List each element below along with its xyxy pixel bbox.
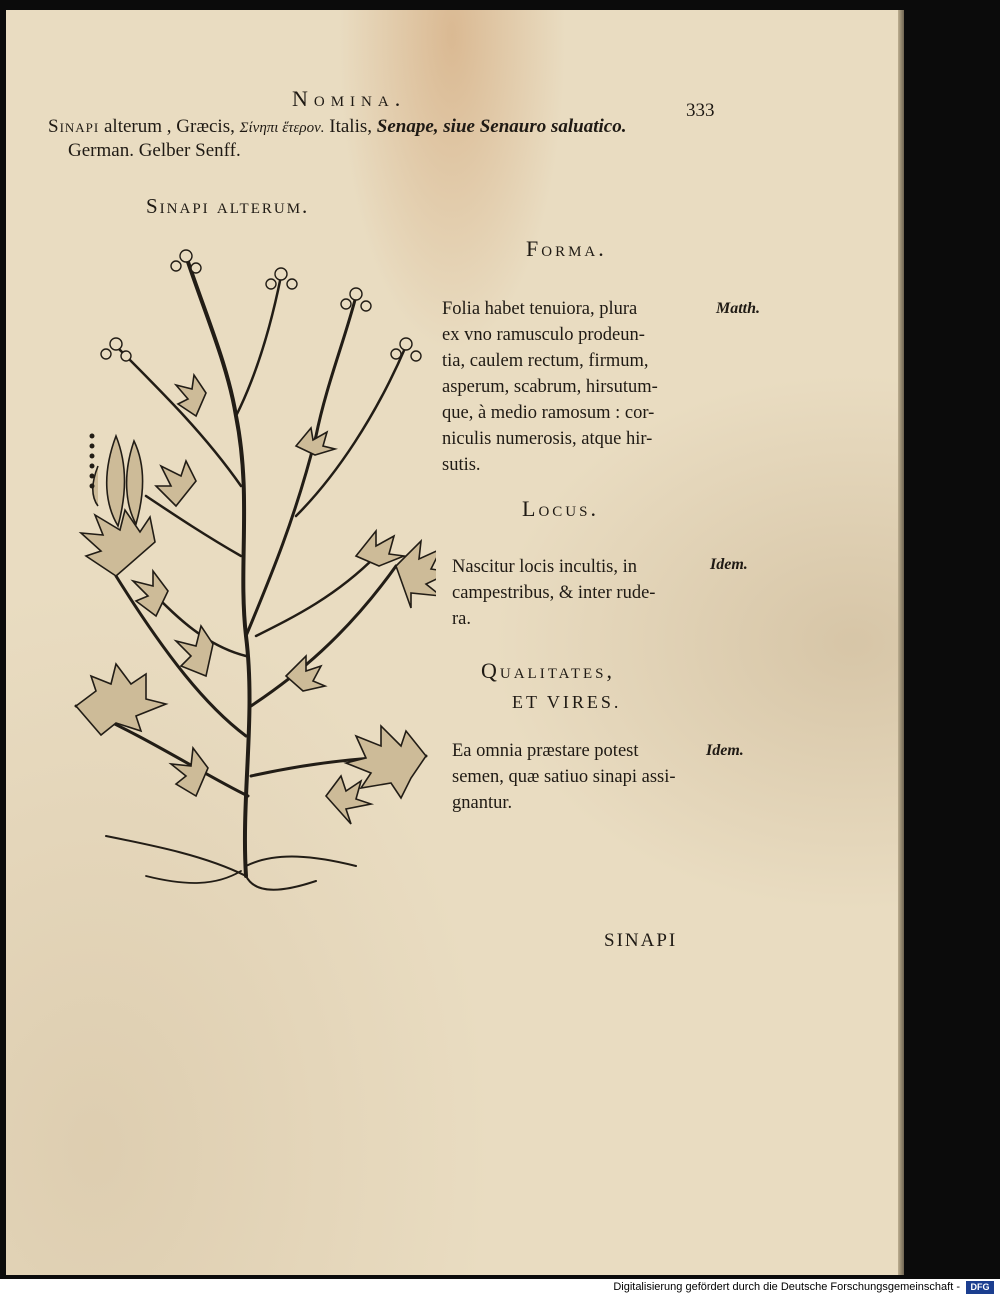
qualitates-subheading: ET VIRES. bbox=[512, 692, 622, 712]
text-line: gnantur. bbox=[452, 793, 513, 813]
text-line: niculis numerosis, atque hir- bbox=[442, 429, 653, 449]
forma-heading: Forma. bbox=[526, 236, 607, 261]
nomina-italis: Italis, bbox=[324, 116, 377, 137]
locus-margin-note: Idem. bbox=[710, 556, 748, 573]
qualitates-margin-note: Idem. bbox=[706, 742, 744, 759]
nomina-line-2: German. Gelber Senff. bbox=[68, 140, 241, 161]
locus-heading: Locus. bbox=[522, 496, 599, 521]
nomina-greek: Σίνηπι ἕτερον. bbox=[239, 120, 325, 136]
text-line: sutis. bbox=[442, 455, 481, 475]
page-edge bbox=[898, 10, 904, 1275]
nomina-italian-names: Senape, siue Senauro saluatico. bbox=[376, 116, 627, 137]
text-line: campestribus, & inter rude- bbox=[452, 583, 656, 603]
qualitates-text bbox=[452, 738, 676, 816]
plant-caption: Sinapi alterum. bbox=[146, 194, 310, 218]
plant-woodcut-illustration bbox=[56, 236, 436, 896]
dfg-logo: DFG bbox=[966, 1281, 994, 1294]
qualitates-heading: Qualitates, bbox=[481, 658, 616, 683]
text-line: que, à medio ramosum : cor- bbox=[442, 403, 655, 423]
running-head: Nomina. bbox=[292, 86, 407, 111]
forma-text bbox=[442, 296, 658, 478]
text-line: Ea omnia præstare potest bbox=[452, 741, 639, 761]
funding-notice: Digitalisierung gefördert durch die Deutsche Forschungsgemeinschaft - bbox=[613, 1281, 960, 1293]
catchword: SINAPI bbox=[604, 930, 678, 951]
forma-margin-note: Matth. bbox=[716, 300, 761, 317]
book-page bbox=[6, 10, 898, 1275]
text-line: Nascitur locis incultis, in bbox=[452, 557, 637, 577]
text-line: tia, caulem rectum, firmum, bbox=[442, 351, 649, 371]
text-line: semen, quæ satiuo sinapi assi- bbox=[452, 767, 676, 787]
page-number: 333 bbox=[686, 100, 715, 121]
text-line: ra. bbox=[452, 609, 471, 629]
nomina-lead: Sinapi bbox=[48, 116, 100, 137]
text-line: Folia habet tenuiora, plura bbox=[442, 299, 638, 319]
text-line: ex vno ramusculo prodeun- bbox=[442, 325, 645, 345]
footer-strip bbox=[0, 1279, 1000, 1297]
locus-text bbox=[452, 554, 655, 632]
text-line: asperum, scabrum, hirsutum- bbox=[442, 377, 658, 397]
nomina-line-1 bbox=[48, 116, 626, 138]
nomina-latin: alterum , Græcis, bbox=[99, 116, 240, 137]
